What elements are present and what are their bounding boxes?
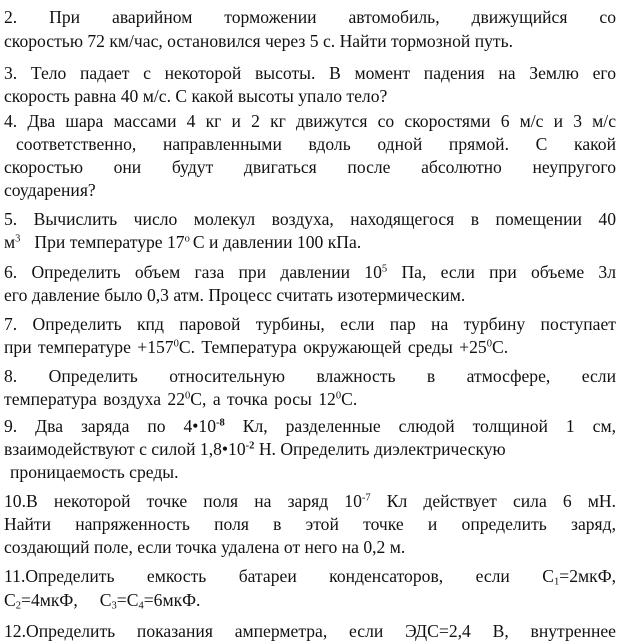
problem-11-line-1 — [4, 565, 616, 588]
text-run: С. — [491, 337, 509, 357]
text-run: =С — [116, 590, 139, 610]
subscript: 4 — [138, 600, 144, 612]
text-run: =4мкФ, — [21, 590, 78, 610]
degree-mark: 0 — [173, 338, 179, 350]
subscript: 2 — [15, 600, 22, 612]
problem-10-line-3: создающий поле, если точка удалена от него на 0,2 м. — [4, 537, 406, 557]
problem-10-line-2: Найти напряженность поля в этой точке и определить заряд, — [4, 514, 616, 534]
problem-8-line-2 — [4, 388, 616, 411]
problem-5-line-1: 5. Вычислить число молекул воздуха, находящегося в помещении 40 — [4, 209, 616, 229]
problem-4-line-3: скоростью они будут двигаться после абсолютно неупругого — [4, 157, 616, 177]
problem-11-line-2 — [4, 589, 616, 612]
exponent: 3 — [15, 233, 21, 245]
problem-2-line-1: 2. При аварийном торможении автомобиль, движущийся со — [4, 7, 616, 27]
problem-6-line-1 — [4, 261, 616, 284]
exponent: -2 — [245, 440, 255, 452]
text-run: температура воздуха 22 — [4, 389, 185, 409]
problem-7-line-2 — [4, 336, 616, 359]
unit-cubic-meter: м — [4, 232, 16, 252]
degree-mark: 0 — [486, 338, 492, 350]
problem-10-line-1 — [4, 490, 616, 513]
text-run: 6. Определить объем газа при давлении 10 — [4, 262, 382, 282]
text-run: Кл, разделенные слюдой толщиной 1 см, — [224, 416, 616, 436]
text-run: 9. Два заряда по 4•10 — [4, 416, 217, 436]
text-run: 10.В некоторой точке поля на заряд 10 — [4, 491, 362, 511]
problem-6-line-2: его давление было 0,3 атм. Процесс считать изотермическим. — [4, 285, 466, 305]
text-run: Па, если при объеме 3л — [387, 262, 616, 282]
problem-4-line-1: 4. Два шара массами 4 кг и 2 кг движутся со скоростями 6 м/с и 3 м/с — [4, 111, 616, 131]
problem-5-line-2 — [4, 231, 616, 254]
problem-3-line-1: 3. Тело падает с некоторой высоты. В момент падения на Землю его — [4, 63, 616, 83]
exponent: 5 — [381, 263, 388, 275]
degree-mark: 0 — [185, 390, 191, 402]
subscript: 1 — [554, 576, 560, 588]
degree-mark: 0 — [335, 390, 342, 402]
exponent: -8 — [216, 417, 225, 429]
text-run: =2мкФ, — [559, 566, 616, 586]
text-run: С — [99, 590, 112, 610]
problem-4-line-2: соответственно, направленными вдоль одной прямой. С какой — [16, 134, 616, 154]
problem-7-line-1: 7. Определить кпд паровой турбины, если пар на турбину поступает — [4, 314, 616, 334]
degree-mark: о — [184, 233, 190, 245]
exponent: -7 — [361, 492, 371, 504]
text-run: Н. Определить диэлектрическую — [254, 439, 506, 459]
text-run: при температуре +157 — [4, 337, 174, 357]
subscript: 3 — [111, 600, 117, 612]
text-run: 11.Определить емкость батареи конденсаторов, если С — [4, 566, 555, 586]
text-run: взаимодействуют с силой 1,8•10 — [4, 439, 246, 459]
text-run: С, а точка росы 12 — [190, 389, 336, 409]
problem-8-line-1: 8. Определить относительную влажность в атмосфере, если — [4, 366, 616, 386]
text-run: При температуре 17 — [34, 232, 185, 252]
problem-9-line-2 — [4, 438, 616, 461]
problem-4-line-4: соударения? — [4, 180, 96, 200]
problem-9-line-3: проницаемость среды. — [10, 462, 179, 482]
text-run: С и давлении 100 кПа. — [192, 232, 362, 252]
text-run: С — [4, 590, 16, 610]
text-run: С. — [341, 389, 358, 409]
problem-2-line-2: скоростью 72 км/час, остановился через 5 с. Найти тормозной путь. — [4, 31, 514, 51]
problem-9-line-1 — [4, 415, 616, 438]
text-run: Кл действует сила 6 мН. — [370, 491, 616, 511]
text-run: С. Температура окружающей среды +25 — [178, 337, 487, 357]
problem-3-line-2: скорость равна 40 м/с. С какой высоты упало тело? — [4, 86, 388, 106]
problem-12-line-1: 12.Определить показания амперметра, если ЭДС=2,4 В, внутреннее — [4, 621, 616, 641]
text-run: =6мкФ. — [143, 590, 201, 610]
